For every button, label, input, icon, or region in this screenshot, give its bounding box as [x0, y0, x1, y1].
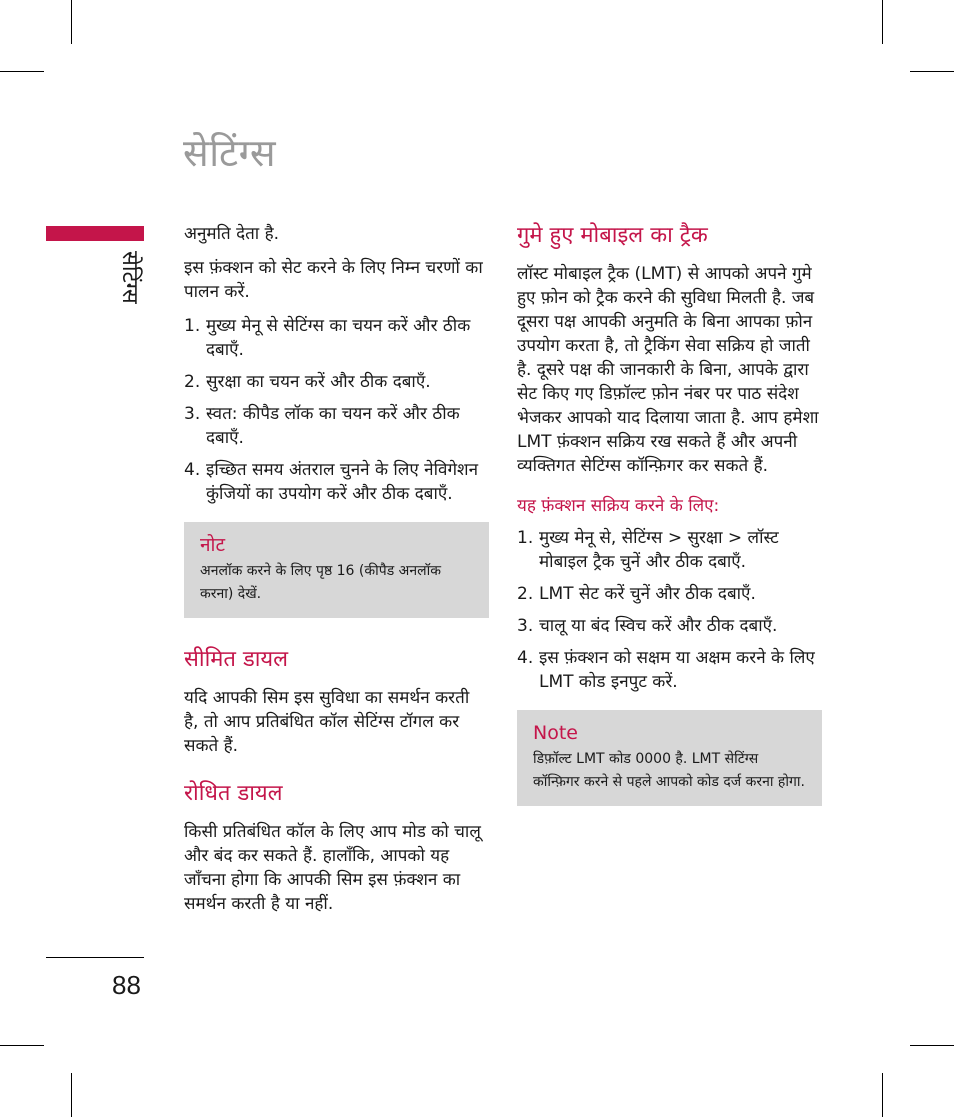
section-body-fixed-dial: यदि आपकी सिम इस सुविधा का समर्थन करती है, तो आप प्रतिबंधित कॉल सेटिंग्स टॉगल कर सकते हैं.	[184, 688, 470, 756]
side-section-label: सेटिंग्स	[117, 251, 142, 304]
step-number: 2.	[517, 584, 534, 604]
section-heading-barred-dial: रोधित डायल	[184, 781, 283, 806]
step-text: चालू या बंद स्विच करें और ठीक दबाएँ.	[539, 616, 778, 636]
list-item	[517, 614, 822, 638]
step-text: मुख्य मेनू से, सेटिंग्स > सुरक्षा > लॉस्ट मोबाइल ट्रैक चुनें और ठीक दबाएँ.	[539, 528, 779, 572]
step-text: मुख्य मेनू से सेटिंग्स का चयन करें और ठीक दबाएँ.	[206, 316, 471, 360]
note-title: Note	[533, 722, 578, 744]
note-box	[184, 522, 489, 618]
step-number: 4.	[517, 648, 534, 668]
crop-mark	[0, 71, 44, 72]
subheading-activate: यह फ़ंक्शन सक्रिय करने के लिए:	[517, 496, 720, 516]
note-title: नोट	[200, 534, 226, 556]
section-color-bar	[46, 226, 144, 241]
crop-mark	[910, 1045, 954, 1046]
page-number: 88	[112, 970, 141, 1000]
crop-mark	[71, 0, 72, 44]
step-text: LMT सेट करें चुनें और ठीक दबाएँ.	[539, 584, 756, 604]
list-item	[517, 646, 822, 694]
section-heading-lost-mobile: गुमे हुए मोबाइल का ट्रैक	[517, 223, 708, 248]
footer-divider	[46, 957, 144, 958]
step-text: इस फ़ंक्शन को सक्षम या अक्षम करने के लिए LMT कोड इनपुट करें.	[539, 648, 815, 692]
crop-mark	[910, 71, 954, 72]
step-text: स्वत: कीपैड लॉक का चयन करें और ठीक दबाएँ.	[206, 404, 460, 448]
section-body-barred-dial: किसी प्रतिबंधित कॉल के लिए आप मोड को चालू और बंद कर सकते हैं. हालाँकि, आपको यह जाँचना होगा कि आपकी सिम इस फ़ंक्शन का समर्थन करती है या नहीं.	[184, 822, 481, 914]
note-body: डिफ़ॉल्ट LMT कोड 0000 है. LMT सेटिंग्स कॉन्फ़िगर करने से पहले आपको कोड दर्ज करना होगा.	[533, 751, 805, 790]
step-text: इच्छित समय अंतराल चुनने के लिए नेविगेशन कुंजियों का उपयोग करें और ठीक दबाएँ.	[206, 460, 479, 504]
step-number: 1.	[517, 528, 534, 548]
step-number: 4.	[184, 460, 201, 480]
note-box	[517, 710, 822, 806]
right-column	[517, 222, 822, 834]
step-list	[517, 526, 822, 694]
step-number: 1.	[184, 316, 201, 336]
crop-mark	[0, 1045, 44, 1046]
step-number: 3.	[184, 404, 201, 424]
list-item	[184, 458, 489, 506]
step-text: सुरक्षा का चयन करें और ठीक दबाएँ.	[206, 372, 431, 392]
step-number: 2.	[184, 372, 201, 392]
page-title: सेटिंग्स	[183, 131, 277, 175]
note-body: अनलॉक करने के लिए पृष्ठ 16 (कीपैड अनलॉक करना) देखें.	[200, 563, 441, 602]
section-body-lost-mobile: लॉस्ट मोबाइल ट्रैक (LMT) से आपको अपने गुमे हुए फ़ोन को ट्रैक करने की सुविधा मिलती है. जब दूसरा पक्ष आपकी अनुमति के बिना आपका फ़ोन उपयोग करता है, तो ट्रैकिंग सेवा सक्रिय हो जाती है. दूसरे पक्ष की जानकारी के बिना, आपके द्वारा सेट किए गए डिफ़ॉल्ट फ़ोन नंबर पर पाठ संदेश भेजकर आपको याद दिलाया जाता है. आप हमेशा LMT फ़ंक्शन सक्रिय रख सकते हैं और अपनी व्यक्तिगत सेटिंग्स कॉन्फ़िगर कर सकते हैं.	[517, 264, 819, 476]
list-item	[184, 314, 489, 362]
instruction-text: इस फ़ंक्शन को सेट करने के लिए निम्न चरणों का पालन करें.	[184, 258, 483, 302]
crop-mark	[882, 0, 883, 44]
list-item	[184, 370, 489, 394]
list-item	[517, 526, 822, 574]
crop-mark	[71, 1073, 72, 1117]
section-heading-fixed-dial: सीमित डायल	[184, 647, 289, 672]
step-number: 3.	[517, 616, 534, 636]
crop-mark	[882, 1073, 883, 1117]
list-item	[517, 582, 822, 606]
left-column	[184, 222, 489, 926]
step-list	[184, 314, 489, 506]
list-item	[184, 402, 489, 450]
intro-text: अनुमति देता है.	[184, 224, 280, 244]
